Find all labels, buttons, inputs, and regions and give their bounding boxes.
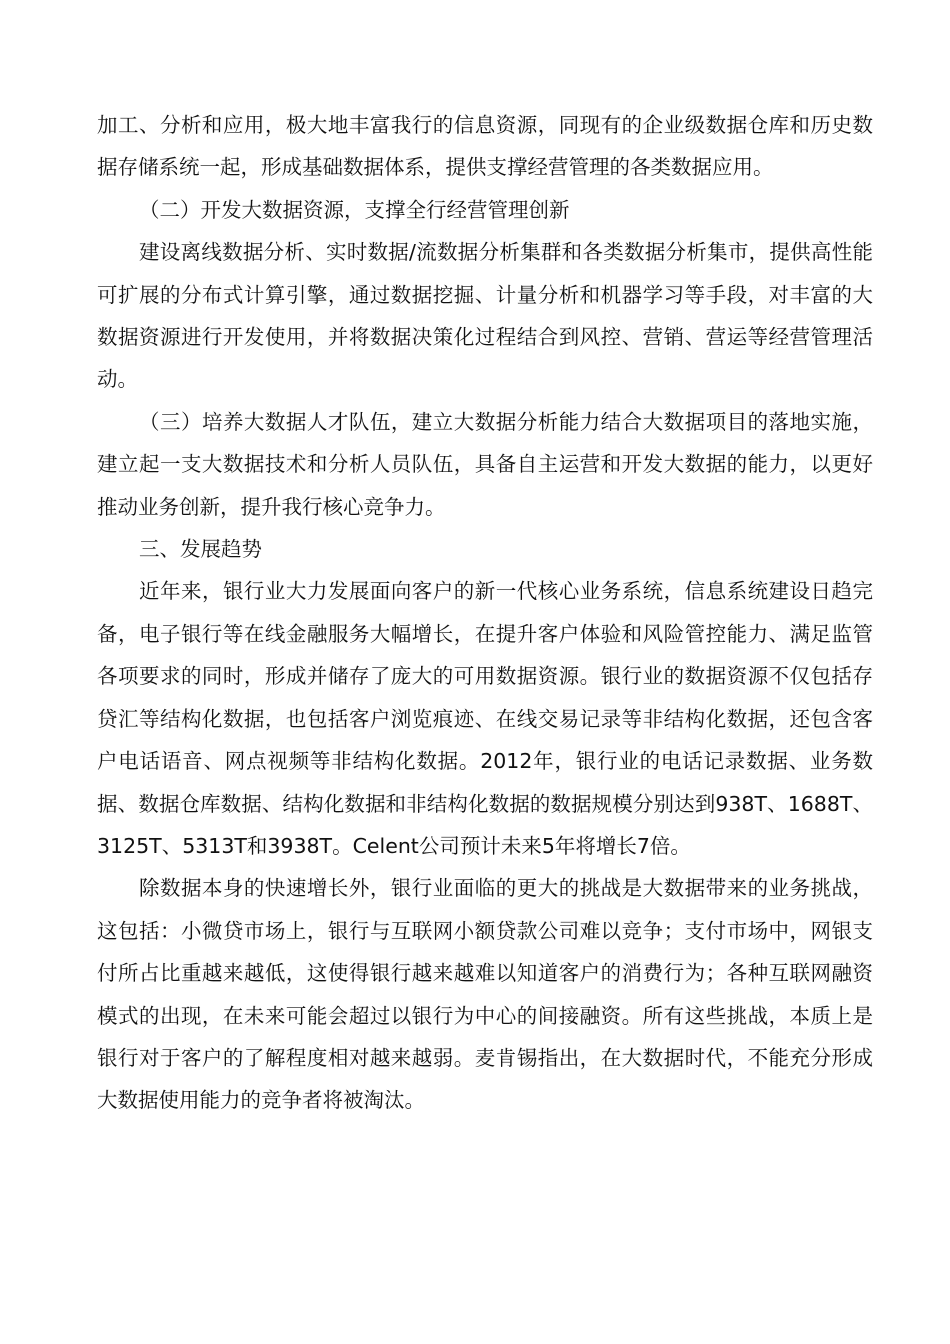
paragraph-industry-data: 近年来，银行业大力发展面向客户的新一代核心业务系统，信息系统建设日趋完备，电子银行等在线金融服务大幅增长，在提升客户体验和风险管控能力、满足监管各项要求的同时，形成并储存了庞大的可用数据资源。银行业的数据资源不仅包括存贷汇等结构化数据，也包括客户浏览痕迹、在线交易记录等非结构化数据，还包含客户电话语音、网点视频等非结构化数据。2012年，银行业的电话记录数据、业务数据、数据仓库数据、结构化数据和非结构化数据的数据规模分别达到938T、1688T、3125T、5313T和3938T。Celent公司预计未来5年将增长7倍。 xyxy=(97,579,873,858)
section-heading-3: （三）培养大数据人才队伍，建立大数据分析能力结合大数据项目的落地实施，建立起一支大数据技术和分析人员队伍，具备自主运营和开发大数据的能力，以更好推动业务创新，提升我行核心竞争力。 xyxy=(97,409,873,519)
section-heading-trends: 三、发展趋势 xyxy=(139,537,262,562)
paragraph-big-data-resources: 建设离线数据分析、实时数据/流数据分析集群和各类数据分析集市，提供高性能可扩展的分布式计算引擎，通过数据挖掘、计量分析和机器学习等手段，对丰富的大数据资源进行开发使用，并将数据决策化过程结合到风控、营销、营运等经营管理活动。 xyxy=(97,240,873,392)
paragraph-business-challenges: 除数据本身的快速增长外，银行业面临的更大的挑战是大数据带来的业务挑战，这包括：小微贷市场上，银行与互联网小额贷款公司难以竞争；支付市场中，网银支付所占比重越来越低，这使得银行越来越难以知道客户的消费行为；各种互联网融资模式的出现，在未来可能会超过以银行为中心的间接融资。所有这些挑战，本质上是银行对于客户的了解程度相对越来越弱。麦肯锡指出，在大数据时代，不能充分形成大数据使用能力的竞争者将被淘汰。 xyxy=(97,876,873,1113)
document-page xyxy=(97,104,873,1122)
paragraph-intro-continued: 加工、分析和应用，极大地丰富我行的信息资源，同现有的企业级数据仓库和历史数据存储系统一起，形成基础数据体系，提供支撑经营管理的各类数据应用。 xyxy=(97,113,873,180)
section-heading-2: （二）开发大数据资源，支撑全行经营管理创新 xyxy=(139,197,570,222)
